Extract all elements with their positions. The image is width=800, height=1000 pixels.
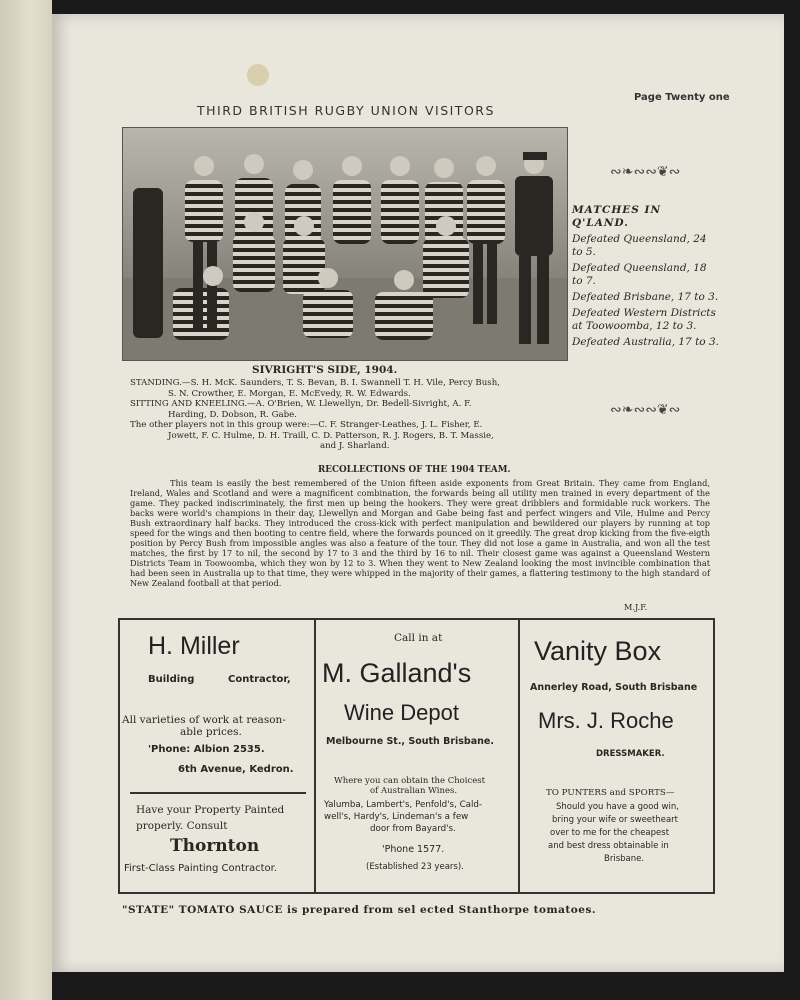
ads-divider-2: [518, 618, 520, 894]
vanity-line-2: Should you have a good win,: [556, 802, 679, 812]
galland-desc-1: Where you can obtain the Choicest: [334, 776, 486, 786]
vanity-owner: Mrs. J. Roche: [538, 708, 674, 733]
miller-trade-2: Contractor,: [228, 674, 291, 685]
ads-divider-1: [314, 618, 316, 894]
match-result: Defeated Queensland, 18 to 7.: [572, 262, 707, 287]
header-title: THIRD BRITISH RUGBY UNION VISITORS: [197, 103, 495, 118]
vanity-line-3: bring your wife or sweetheart: [552, 815, 679, 825]
miller-phone: 'Phone: Albion 2535.: [148, 744, 265, 755]
galland-established: (Established 23 years).: [366, 862, 464, 872]
roster-sitting-cont: Harding, D. Dobson, R. Gabe.: [168, 409, 297, 420]
roster-standing-cont: S. N. Crowther, E. Morgan, E. McEvedy, R. W. Edwards.: [168, 388, 411, 399]
article-body: This team is easily the best remembered of the Union fifteen aside exponents from Great Britain. They came from England, Ireland, Wales and Scotland and were a magnificent combination, the forwards being all utility men trained in every department of the game. They packed indiscriminately, the first men up being the hookers. They were great dribblers and formidable ruck workers. The backs were world's champions in their day, Llewellyn and Morgan and Gabe being fast and perfect wingers and Vile, Hulme and Percy Bush extraordinary half backs. They introduced the cross-kick with perfect manipulation and bewildered our players by running at top speed for the wings and then booting to centre field, where the forwards pounced on it greedily. The great drop kicking from the five-eigth position by Percy Bush from impossible angles was also a feature of the tour. They did not lose a game in Australia, and won all the test matches, the first by 17 to nil, the second by 17 to 3 and the third by 16 to nil. Their closest game was against a Queensland Western Districts Team in Toowoomba, which they won by 12 to 3. When they went to New Zealand looking the most invincible combination that had been seen in Australia up to that time, they were whipped in the majority of their games, a flattering testimony to the high standard of New Zealand football at that period.: [130, 478, 710, 588]
miller-thornton-rule: [130, 792, 306, 794]
vanity-line-5: and best dress obtainable in: [548, 841, 669, 851]
previous-page-edge: [0, 0, 52, 1000]
vanity-trade: DRESSMAKER.: [596, 749, 665, 759]
galland-intro: Call in at: [394, 632, 443, 644]
miller-trade-1: Building: [148, 674, 195, 685]
team-photograph: [122, 127, 568, 361]
vanity-line-6: Brisbane.: [604, 854, 645, 864]
ads-top-rule: [118, 618, 714, 620]
match-result: Defeated Western Districts at Toowoomba, 12 to 3.: [572, 307, 716, 332]
team-roster: [130, 378, 570, 452]
miller-address: 6th Avenue, Kedron.: [178, 764, 294, 775]
article-signature: M.J.F.: [624, 602, 648, 612]
galland-brands-1: Yalumba, Lambert's, Penfold's, Cald-: [324, 800, 483, 810]
galland-name: M. Galland's: [322, 658, 472, 688]
footer-advert: "STATE" TOMATO SAUCE is prepared from sel ected Stanthorpe tomatoes.: [122, 904, 597, 916]
ads-left-rule: [118, 618, 120, 894]
matches-list: [572, 204, 720, 352]
galland-phone: 'Phone 1577.: [382, 844, 445, 855]
thornton-line-2: properly. Consult: [136, 820, 228, 832]
article-title: RECOLLECTIONS OF THE 1904 TEAM.: [318, 465, 511, 475]
thornton-name: Thornton: [170, 836, 260, 856]
vanity-name: Vanity Box: [534, 636, 662, 666]
roster-standing: STANDING.—S. H. McK. Saunders, T. S. Bevan, B. I. Swannell T. H. Vile, Percy Bush,: [130, 378, 500, 388]
roster-others-cont: Jowett, F. C. Hulme, D. H. Traill, C. D. Patterson, R. J. Rogers, B. T. Massie,: [168, 430, 494, 441]
magazine-page: [52, 14, 784, 972]
miller-desc-1: All varieties of work at reason-: [122, 714, 286, 726]
galland-desc-2: of Australian Wines.: [370, 786, 458, 796]
ornament-bottom: ∾❧∾∾❦∾: [610, 402, 681, 418]
vanity-line-1: TO PUNTERS and SPORTS—: [546, 788, 675, 798]
galland-business: Wine Depot: [344, 700, 459, 725]
vanity-line-4: over to me for the cheapest: [550, 828, 670, 838]
ads-right-rule: [713, 618, 715, 894]
galland-brands-3: door from Bayard's.: [370, 824, 456, 834]
matches-heading: MATCHES IN Q'LAND.: [572, 204, 662, 229]
roster-others: The other players not in this group were:—C. F. Stranger-Leathes, J. L. Fisher, E.: [130, 420, 483, 430]
thornton-line-1: Have your Property Painted: [136, 804, 285, 816]
match-result: Defeated Australia, 17 to 3.: [572, 336, 719, 348]
thornton-tagline: First-Class Painting Contractor.: [124, 863, 278, 874]
ornament-top: ∾❧∾∾❦∾: [610, 164, 681, 180]
photo-caption-title: SIVRIGHT'S SIDE, 1904.: [252, 364, 398, 376]
galland-address: Melbourne St., South Brisbane.: [326, 736, 494, 747]
match-result: Defeated Queensland, 24 to 5.: [572, 233, 707, 258]
ads-bottom-rule: [118, 892, 714, 894]
miller-desc-2: able prices.: [180, 726, 242, 738]
miller-name: H. Miller: [148, 632, 240, 660]
roster-others-cont2: and J. Sharland.: [320, 441, 390, 451]
roster-sitting: SITTING AND KNEELING.—A. O'Brien, W. Llewellyn, Dr. Bedell-Sivright, A. F.: [130, 399, 472, 409]
match-result: Defeated Brisbane, 17 to 3.: [572, 291, 719, 303]
page-stain: [247, 64, 269, 86]
page-number: Page Twenty one: [634, 92, 730, 103]
vanity-address: Annerley Road, South Brisbane: [530, 682, 698, 693]
galland-brands-2: well's, Hardy's, Lindeman's a few: [324, 812, 469, 822]
